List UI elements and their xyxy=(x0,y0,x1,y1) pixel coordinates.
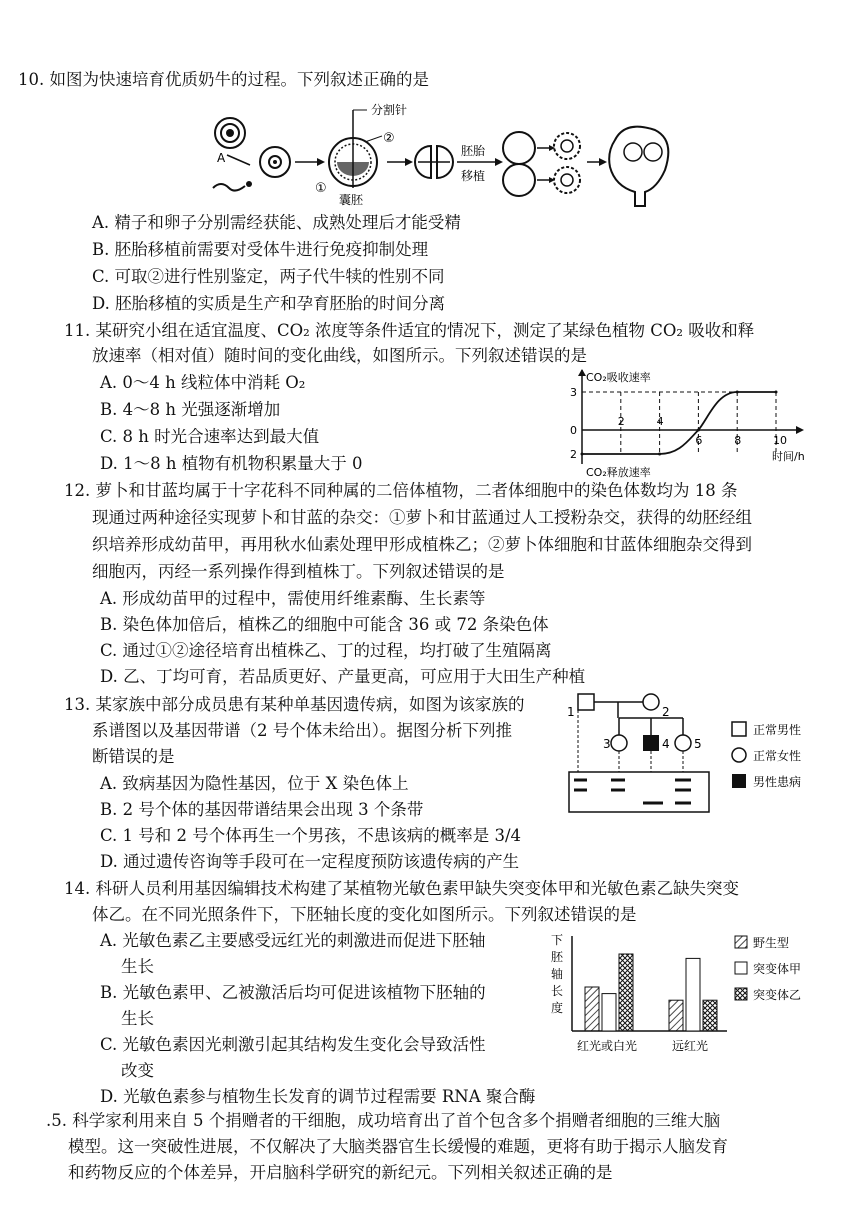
chart-x-tick: 2 xyxy=(617,415,625,428)
q15-stem-line-3: 和药物反应的个体差异，开启脑科学研究的新纪元。下列相关叙述正确的是 xyxy=(68,1163,613,1182)
q11-stem-line-1: 11. 某研究小组在适宜温度、CO₂ 浓度等条件适宜的情况下，测定了某绿色植物 CO₂ 吸收和释 xyxy=(64,321,755,340)
chart-bar-wildtype-1 xyxy=(669,1000,683,1031)
chart-y-arrow xyxy=(578,369,586,376)
q12-stem-line-3: 织培养形成幼苗甲，再用秋水仙素处理甲形成植株乙；②萝卜体细胞和甘蓝体细胞杂交得到 xyxy=(92,535,752,554)
chart-category-far-red: 远红光 xyxy=(672,1039,709,1053)
chart-y-tick: 3 xyxy=(570,386,577,399)
q14-stem-line-2: 体乙。在不同光照条件下，下胚轴长度的变化如图所示。下列叙述错误的是 xyxy=(92,905,637,924)
q14-option-c-cont: 改变 xyxy=(121,1061,154,1080)
q11-option-c: C. 8 h 时光合速率达到最大值 xyxy=(100,427,320,446)
gel-box xyxy=(569,772,709,812)
chart-y-top-label: CO₂吸收速率 xyxy=(586,371,651,384)
q13-stem-line-1: 13. 某家族中部分成员患有某种单基因遗传病，如图为该家族的 xyxy=(64,695,525,714)
q13-option-d: D. 通过遗传咨询等手段可在一定程度预防该遗传病的产生 xyxy=(100,852,520,871)
q12-stem-line-4: 细胞丙，丙经一系列操作得到植株丁。下列叙述错误的是 xyxy=(92,562,505,581)
label-1: ① xyxy=(315,181,327,196)
chart-point xyxy=(775,391,778,394)
label-needle: 分割针 xyxy=(371,103,408,117)
chart-y-tick: 2 xyxy=(570,448,577,461)
chart-y-label-char: 下 xyxy=(551,933,564,947)
pedigree-id-3: 3 xyxy=(603,737,611,751)
legend-wildtype-swatch xyxy=(735,936,747,948)
q14-option-a-cont: 生长 xyxy=(121,957,154,976)
q12-option-b: B. 染色体加倍后，植株乙的细胞中可能含 36 或 72 条染色体 xyxy=(100,615,549,634)
chart-y-label-char: 胚 xyxy=(551,950,564,964)
legend-normal-female-icon xyxy=(732,748,746,762)
q10-embryo-figure xyxy=(205,100,675,210)
q14-option-c: C. 光敏色素因光刺激引起其结构发生变化会导致活性 xyxy=(100,1035,486,1054)
q11-option-a: A. 0～4 h 线粒体中消耗 O₂ xyxy=(100,373,306,392)
chart-point xyxy=(581,453,584,456)
pedigree-female-5 xyxy=(675,735,691,751)
label-2: ② xyxy=(383,131,395,146)
pedigree-male-1 xyxy=(578,694,594,710)
q11-option-d: D. 1～8 h 植物有机物积累量大于 0 xyxy=(100,454,363,473)
label-transfer-2: 移植 xyxy=(461,169,486,183)
q13-option-c: C. 1 号和 2 号个体再生一个男孩，不患该病的概率是 3/4 xyxy=(100,826,522,845)
chart-bar-mutant-b-1 xyxy=(703,1000,717,1031)
chart-point xyxy=(697,429,700,432)
legend-mutant-a: 突变体甲 xyxy=(753,962,802,976)
q10-option-b: B. 胚胎移植前需要对受体牛进行免疫抑制处理 xyxy=(92,240,429,259)
q14-option-d: D. 光敏色素参与植物生长发育的调节过程需要 RNA 聚合酶 xyxy=(100,1087,536,1106)
q12-stem-line-2: 现通过两种途径实现萝卜和甘蓝的杂交：①萝卜和甘蓝通过人工授粉杂交，获得的幼胚经组 xyxy=(92,508,752,527)
q10-option-d: D. 胚胎移植的实质是生产和孕育胚胎的时间分离 xyxy=(92,294,446,313)
q12-option-d: D. 乙、丁均可育，若品质更好、产量更高，可应用于大田生产种植 xyxy=(100,667,586,686)
q13-stem-line-2: 系谱图以及基因带谱（2 号个体未给出）。据图分析下列推 xyxy=(92,721,512,740)
q12-option-c: C. 通过①②途径培育出植株乙、丁的过程，均打破了生殖隔离 xyxy=(100,641,552,660)
q10-option-a: A. 精子和卵子分别需经获能、成熟处理后才能受精 xyxy=(92,213,461,232)
q13-option-b: B. 2 号个体的基因带谱结果会出现 3 个条带 xyxy=(100,800,424,819)
chart-x-tick: 6 xyxy=(695,434,703,447)
chart-y-tick: 0 xyxy=(570,424,577,437)
q14-stem-line-1: 14. 科研人员利用基因编辑技术构建了某植物光敏色素甲缺失突变体甲和光敏色素乙缺失突变 xyxy=(64,879,739,898)
pedigree-id-2: 2 xyxy=(662,705,670,719)
label-a: A xyxy=(217,151,226,165)
q15-stem-line-1: .5. 科学家利用来自 5 个捐赠者的干细胞，成功培育出了首个包含多个捐赠者细胞的三维大脑 xyxy=(46,1111,721,1130)
q13-pedigree-figure xyxy=(565,688,855,818)
chart-y-label-char: 度 xyxy=(551,1001,564,1015)
chart-x-tick: 8 xyxy=(734,434,742,447)
chart-y-bottom-label: CO₂释放速率 xyxy=(586,466,651,479)
pedigree-female-2 xyxy=(643,694,659,710)
q13-option-a: A. 致病基因为隐性基因，位于 X 染色体上 xyxy=(100,774,409,793)
legend-wildtype: 野生型 xyxy=(753,936,790,950)
label-blastocyst: 囊胚 xyxy=(339,193,364,207)
q11-stem-line-2: 放速率（相对值）随时间的变化曲线，如图所示。下列叙述错误的是 xyxy=(92,346,587,365)
q14-hypocotyl-bar-chart xyxy=(545,928,845,1056)
pedigree-id-1: 1 xyxy=(567,705,575,719)
chart-category-red-white: 红光或白光 xyxy=(577,1039,638,1053)
legend-normal-female: 正常女性 xyxy=(753,749,802,763)
pedigree-female-3 xyxy=(611,735,627,751)
chart-x-arrow xyxy=(796,426,804,434)
q15-stem-line-2: 模型。这一突破性进展，不仅解决了大脑类器官生长缓慢的难题，更将有助于揭示人脑发育 xyxy=(68,1137,728,1156)
chart-y-label-char: 长 xyxy=(551,984,564,998)
legend-mutant-a-swatch xyxy=(735,962,747,974)
chart-x-tick: 4 xyxy=(656,415,664,428)
chart-series-line xyxy=(582,392,776,454)
legend-normal-male: 正常男性 xyxy=(753,723,802,737)
chart-y-label-char: 轴 xyxy=(551,967,564,981)
q11-option-b: B. 4～8 h 光强逐渐增加 xyxy=(100,400,281,419)
legend-affected-male-icon xyxy=(732,774,746,788)
chart-x-label: 时间/h xyxy=(772,450,805,463)
chart-bar-mutant-b-0 xyxy=(619,954,633,1031)
legend-normal-male-icon xyxy=(732,722,746,736)
q10-stem: 10. 如图为快速培育优质奶牛的过程。下列叙述正确的是 xyxy=(18,70,429,89)
q13-stem-line-3: 断错误的是 xyxy=(92,747,175,766)
pedigree-id-4: 4 xyxy=(662,737,670,751)
chart-x-tick: 10 xyxy=(773,434,787,447)
q12-stem-line-1: 12. 萝卜和甘蓝均属于十字花科不同种属的二倍体植物，二者体细胞中的染色体数均为 18 条 xyxy=(64,481,738,500)
chart-point xyxy=(658,453,661,456)
chart-bar-mutant-a-1 xyxy=(686,958,700,1031)
label-transfer-1: 胚胎 xyxy=(461,144,486,158)
q14-option-b: B. 光敏色素甲、乙被激活后均可促进该植物下胚轴的 xyxy=(100,983,486,1002)
chart-point xyxy=(736,391,739,394)
q11-co2-line-chart xyxy=(560,368,822,480)
legend-mutant-b: 突变体乙 xyxy=(753,988,802,1002)
pedigree-id-5: 5 xyxy=(694,737,702,751)
q14-option-a: A. 光敏色素乙主要感受远红光的刺激进而促进下胚轴 xyxy=(100,931,486,950)
chart-bar-wildtype-0 xyxy=(585,987,599,1031)
legend-affected-male: 男性患病 xyxy=(753,775,802,789)
legend-mutant-b-swatch xyxy=(735,988,747,1000)
q14-option-b-cont: 生长 xyxy=(121,1009,154,1028)
q10-option-c: C. 可取②进行性别鉴定，两子代牛犊的性别不同 xyxy=(92,267,445,286)
q12-option-a: A. 形成幼苗甲的过程中，需使用纤维素酶、生长素等 xyxy=(100,589,486,608)
chart-bar-mutant-a-0 xyxy=(602,994,616,1031)
pedigree-affected-male-4 xyxy=(643,735,659,751)
